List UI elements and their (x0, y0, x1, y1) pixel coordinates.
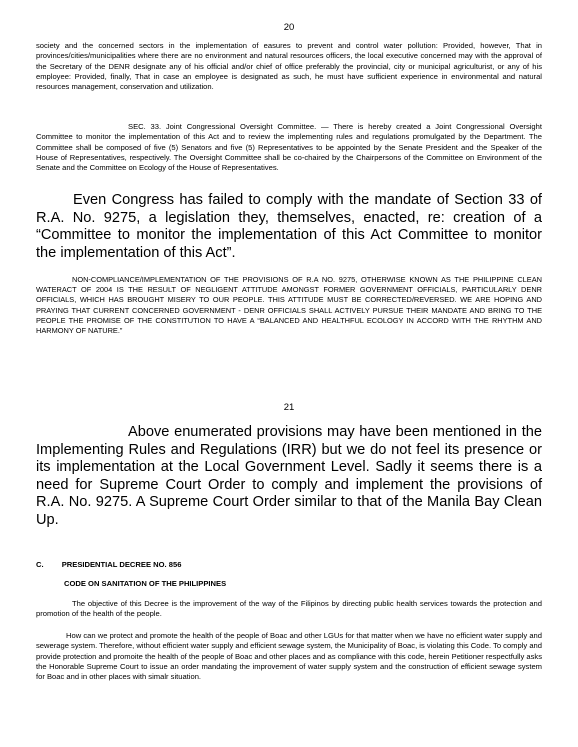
section-letter: C. (36, 560, 44, 569)
page-number-20: 20 (283, 22, 295, 33)
subsection-title: CODE ON SANITATION OF THE PHILIPPINES (64, 579, 227, 588)
paragraph-water-pollution: society and the concerned sectors in the implementation of easures to prevent and control water pollution: Provided, however, That in provinces/cities/municipalities where there are no environment and natural resources officers, the local executive concerned may with the approval of the Secretary of the DENR designate any of his official and/or chief of office preferably the provincial, city or municipal agriculturist, or any of his employee: Provided, finally, That in case an employee is designated as such, he must have sufficient experience in environmental and natural resources management, conservation and utilization. (36, 41, 542, 92)
section-heading (36, 560, 542, 569)
page-number-21: 21 (283, 402, 295, 413)
paragraph-non-compliance: NON-COMPLIANCE/IMPLEMENTATION OF THE PROVISIONS OF R.A NO. 9275, OTHERWISE KNOWN AS THE PHILIPPINE CLEAN WATERACT OF 2004 IS THE RESULT OF NEGLIGENT ATTITUDE AMONGST FORMER GOVERNMENT OFFICIALS, PARTICULARLY DENR OFFICIALS, WHICH HAS BROUGHT MISERY TO OUR PEOPLE. THIS ATTITUDE MUST BE CORRECTED/REVERSED. WE ARE HOPING AND PRAYING THAT CURRENT CONCERNED GOVERNMENT - DENR OFFICIALS SHALL ACTIVELY PURSUE THEIR MANDATE AND BRING TO THE PEOPLE THE PROMISE OF THE CONSTITUTION TO HAVE A “BALANCED AND HEALTHFUL ECOLOGY IN ACCORD WITH THE RHYTHM AND HARMONY OF NATURE.” (36, 275, 542, 336)
paragraph-congress-failed: Even Congress has failed to comply with the mandate of Section 33 of R.A. No. 9275, a legislation they, themselves, enacted, re: creation of a “Committee to monitor the implementation of this Act Committee to monitor the implementation of this Act”. (36, 192, 542, 261)
paragraph-decree-objective: The objective of this Decree is the improvement of the way of the Filipinos by directing public health services towards the protection and promotion of the health of the people. (36, 599, 542, 619)
section-title: PRESIDENTIAL DECREE NO. 856 (61, 560, 182, 569)
paragraph-sec-33: SEC. 33. Joint Congressional Oversight Committee. — There is hereby created a Joint Congressional Oversight Committee to monitor the implementation of this Act and to review the implementing rules and regulations promulgated by the Department. The Committee shall be composed of five (5) Senators and five (5) Representatives to be appointed by the Senate President and the Speaker of the House of Representatives, respectively. The Oversight Committee shall be co-chaired by the Chairpersons of the Committee on Environment of the Senate and the Committee on Ecology of the House of Representatives. (36, 122, 542, 173)
paragraph-boac-health: How can we protect and promote the health of the people of Boac and other LGUs for that matter when we have no efficient water supply and sewerage system. Therefore, without efficient water supply and efficient sewage system, the Municipality of Boac, is violating this Code. To comply and provide protection and promoite the health of the people of Boac and other places and as compliance with this code, herein Petitioner respectfully asks the Honorable Supreme Court to issue an order mandating the improvement of water supply system and the construction of efficient sewage system for Boac and in other places with simalr situation. (36, 631, 542, 682)
paragraph-irr-provisions: Above enumerated provisions may have been mentioned in the Implementing Rules and Regulations (IRR) but we do not feel its presence or its implementation at the Local Government Level. Sadly it seems there is a need for Supreme Court Order to comply and implement the provisions of R.A. No. 9275. A Supreme Court Order similar to that of the Manila Bay Clean Up. (36, 424, 542, 528)
